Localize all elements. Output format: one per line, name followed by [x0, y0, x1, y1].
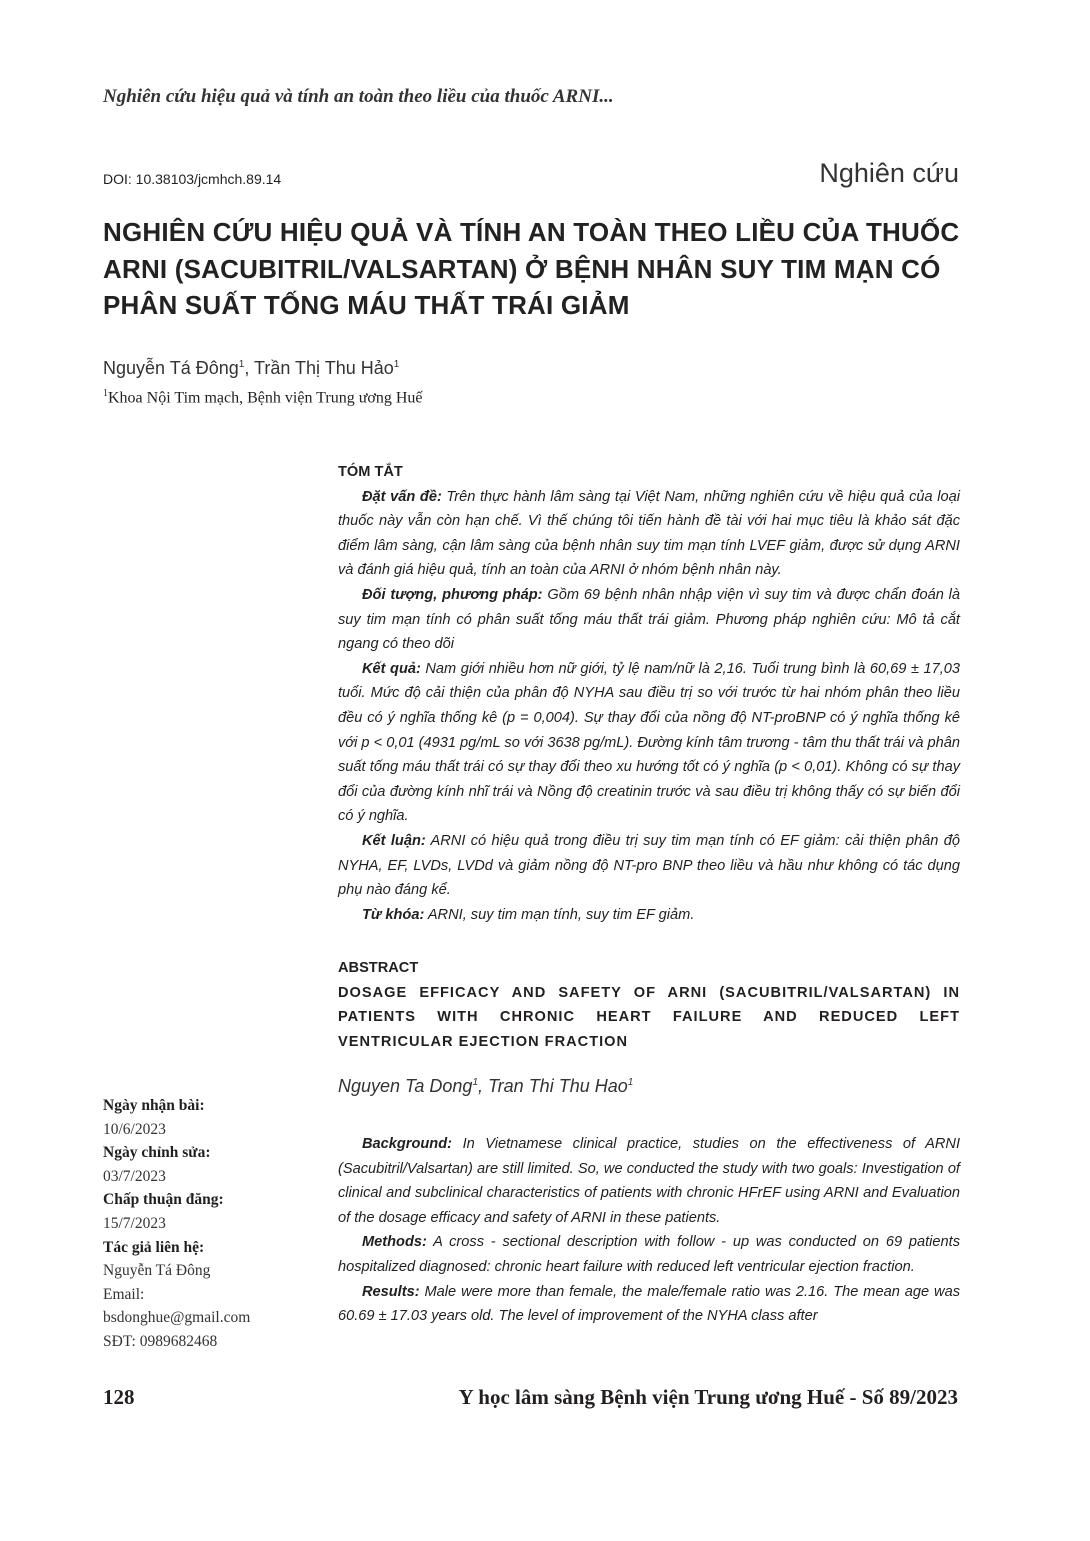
para-label: Background: — [362, 1136, 452, 1152]
author-sup: 1 — [627, 1077, 634, 1088]
author-sup: 1 — [472, 1077, 478, 1088]
article-title — [103, 214, 973, 324]
abstract-paragraph — [338, 829, 960, 903]
author-name: Tran Thi Thu Hao — [488, 1076, 628, 1096]
article-info-sidebar — [103, 1094, 250, 1354]
revised-label: Ngày chỉnh sửa: — [103, 1144, 211, 1162]
page-number: 128 — [103, 1385, 135, 1409]
para-text: A cross - sectional description with follow - up was conducted on 69 patients hospitalized diagnosed: chronic heart failure with reduced left ventricular ejection fraction. — [338, 1234, 960, 1275]
para-text: Nam giới nhiều hơn nữ giới, tỷ lệ nam/nữ là 2,16. Tuổi trung bình là 60,69 ± 17,03 tuổi. Mức độ cải thiện của phân độ NYHA sau điều trị so với trước từ hai nhóm phân theo liều đều có ý nghĩa thống kê (p = 0,004). Sự thay đổi của nồng độ NT-proBNP có ý nghĩa thống kê với p < 0,01 (4931 pg/mL so với 3638 pg/mL). Đường kính tâm trương - tâm thu thất trái và phân suất tống máu thất trái có sự thay đổi theo xu hướng tốt có ý nghĩa (p < 0,01). Không có sự thay đổi của đường kính nhĩ trái và Nồng độ creatinin trước và sau điều trị không thấy có sự biến đổi có ý nghĩa. — [338, 660, 961, 825]
author-name: Nguyễn Tá Đông — [103, 358, 239, 378]
author-sup: 1 — [238, 359, 245, 370]
para-label: Đối tượng, phương pháp: — [362, 586, 543, 603]
author-sep: , — [244, 358, 255, 378]
para-text: Male were more than female, the male/female ratio was 2.16. The mean age was 60.69 ± 17.03 years old. The level of improvement of the NYHA class after — [338, 1283, 960, 1325]
abstract-paragraph — [338, 1230, 960, 1279]
affil-sup: 1 — [103, 388, 108, 399]
para-label: Results: — [362, 1283, 420, 1300]
abstract-heading: TÓM TẮT — [338, 464, 403, 480]
affiliation — [103, 388, 422, 407]
para-label: Kết luận: — [362, 832, 426, 849]
journal-name: Y học lâm sàng Bệnh viện Trung ương Huế - Số 89/2023 — [458, 1385, 958, 1409]
abstract-paragraph — [338, 1132, 960, 1230]
revised-date: 03/7/2023 — [103, 1167, 166, 1185]
author-sep: , — [478, 1076, 489, 1096]
abstract-paragraph — [338, 583, 960, 657]
abstract-paragraph — [338, 903, 960, 928]
para-text: In Vietnamese clinical practice, studies on the effectiveness of ARNI (Sacubitril/Valsartan) are still limited. So, we conducted the study with two goals: Investigation of clinical and subclinical characteristics of patients with chronic HFrEF using ARNI and Evaluation of the dosage efficacy and safety of ARNI in these patients. — [338, 1136, 960, 1226]
author-name: Trần Thị Thu Hảo — [254, 358, 394, 378]
author-name: Nguyen Ta Dong — [338, 1076, 473, 1096]
authors — [103, 358, 399, 379]
abstract-heading: ABSTRACT — [338, 960, 419, 976]
english-title: DOSAGE EFFICACY AND SAFETY OF ARNI (SACUBITRIL/VALSARTAN) IN PATIENTS WITH CHRONIC HEART FAILURE AND REDUCED LEFT VENTRICULAR EJECTION FRACTION — [338, 984, 960, 1050]
author-sup: 1 — [393, 359, 400, 370]
affil-text: Khoa Nội Tim mạch, Bệnh viện Trung ương Huế — [108, 389, 423, 407]
abstract-paragraph — [338, 657, 960, 829]
abstract-paragraph — [338, 485, 960, 583]
title-line: NGHIÊN CỨU HIỆU QUẢ VÀ TÍNH AN TOÀN THEO LIỀU CỦA THUỐC — [103, 217, 960, 247]
english-authors — [338, 1076, 633, 1097]
received-label: Ngày nhận bài: — [103, 1097, 205, 1114]
english-abstract-header — [338, 956, 960, 1054]
para-text: ARNI, suy tim mạn tính, suy tim EF giảm. — [424, 906, 695, 923]
abstract-paragraph — [338, 1280, 960, 1329]
accepted-label: Chấp thuận đăng: — [103, 1191, 224, 1209]
doi: DOI: 10.38103/jcmhch.89.14 — [103, 171, 282, 187]
corresponding-author: Nguyễn Tá Đông — [103, 1262, 211, 1280]
vietnamese-abstract — [338, 460, 960, 927]
phone: SĐT: 0989682468 — [103, 1332, 218, 1350]
email-label: Email: — [103, 1285, 145, 1303]
para-label: Methods: — [362, 1234, 427, 1251]
para-label: Kết quả: — [362, 660, 421, 677]
para-label: Từ khóa: — [362, 906, 425, 923]
accepted-date: 15/7/2023 — [103, 1214, 166, 1232]
corresponding-label: Tác giả liên hệ: — [103, 1238, 205, 1256]
running-header: Nghiên cứu hiệu quả và tính an toàn theo liều của thuốc ARNI... — [103, 86, 614, 107]
title-line: ARNI (SACUBITRIL/VALSARTAN) Ở BỆNH NHÂN SUY TIM MẠN CÓ — [103, 253, 941, 284]
para-text: Gồm 69 bệnh nhân nhập viện vì suy tim và được chẩn đoán là suy tim mạn tính có phân suất tống máu thất trái giảm. Phương pháp nghiên cứu: Mô tả cắt ngang có theo dõi — [338, 586, 960, 653]
para-text: Trên thực hành lâm sàng tại Việt Nam, những nghiên cứu về hiệu quả của loại thuốc này vẫn còn hạn chế. Vì thế chúng tôi tiến hành đề tài với hai mục tiêu là khảo sát đặc điểm lâm sàng, cận lâm sàng của bệnh nhân suy tim mạn tính LVEF giảm, được sử dụng ARNI và đánh giá hiệu quả, tính an toàn của ARNI ở nhóm bệnh nhân này. — [338, 488, 961, 579]
article-type: Nghiên cứu — [819, 158, 959, 188]
para-label: Đặt vấn đề: — [362, 488, 442, 505]
title-line: PHÂN SUẤT TỐNG MÁU THẤT TRÁI GIẢM — [103, 290, 630, 320]
email: bsdonghue@gmail.com — [103, 1309, 251, 1327]
english-abstract — [338, 1132, 960, 1329]
received-date: 10/6/2023 — [103, 1120, 166, 1138]
para-text: ARNI có hiệu quả trong điều trị suy tim mạn tính có EF giảm: cải thiện phân độ NYHA, EF, LVDs, LVDd và giảm nồng độ NT-pro BNP theo liều và hầu như không có tác dụng phụ nào đáng kể. — [338, 832, 960, 899]
